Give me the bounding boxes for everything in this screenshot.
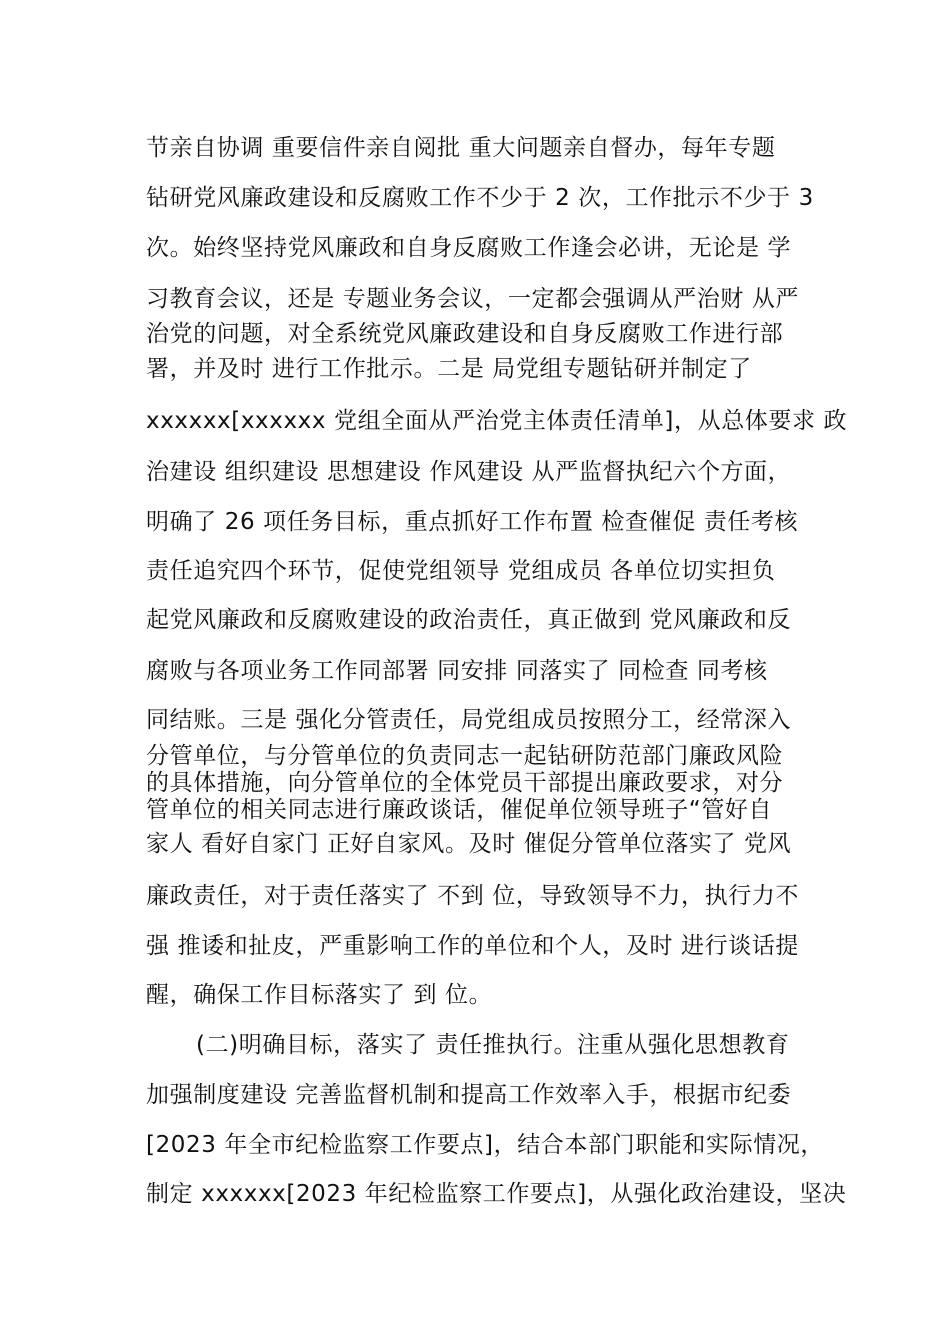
text-line-14: 分管单位，与分管单位的负责同志一起钻研防范部门廉政风险: [146, 743, 784, 769]
text-line-5: 治党的问题，对全系统党风廉政建设和自身反腐败工作进行部: [146, 321, 784, 347]
text-line-12: 腐败与各项业务工作同部署 同安排 同落实了 同检查 同考核: [146, 658, 768, 684]
text-line-20: 醒，确保工作目标落实了 到 位。: [146, 982, 493, 1008]
text-line-1: 节亲自协调 重要信件亲自阅批 重大问题亲自督办，每年专题: [146, 135, 776, 161]
text-line-7: xxxxxx[xxxxxx 党组全面从严治党主体责任清单]，从总体要求 政: [146, 408, 848, 434]
text-line-4: 习教育会议，还是 专题业务会议，一定都会强调从严治财 从严: [146, 286, 800, 312]
text-line-18: 廉政责任，对于责任落实了 不到 位，导致领导不力，执行力不: [146, 883, 800, 909]
text-line-17: 家人 看好自家门 正好自家风。及时 催促分管单位落实了 党风: [146, 831, 792, 857]
text-line-21: (二)明确目标，落实了 责任推执行。注重从强化思想教育: [196, 1032, 790, 1058]
text-line-11: 起党风廉政和反腐败建设的政治责任，真正做到 党风廉政和反: [146, 607, 792, 633]
text-line-19: 强 推诿和扯皮，严重影响工作的单位和个人，及时 进行谈话提: [146, 933, 800, 959]
text-line-3: 次。始终坚持党风廉政和自身反腐败工作逢会必讲，无论是 学: [146, 235, 792, 261]
text-line-10: 责任追究四个环节，促使党组领导 党组成员 各单位切实担负: [146, 558, 776, 584]
text-line-23: [2023 年全市纪检监察工作要点]，结合本部门职能和实际情况，: [146, 1132, 824, 1158]
text-line-13: 同结账。三是 强化分管责任，局党组成员按照分工，经常深入: [146, 707, 792, 733]
text-line-15: 的具体措施，向分管单位的全体党员干部提出廉政要求，对分: [146, 770, 784, 796]
text-line-24: 制定 xxxxxx[2023 年纪检监察工作要点]，从强化政治建设，坚决: [146, 1181, 847, 1207]
text-line-9: 明确了 26 项任务目标，重点抓好工作布置 检查催促 责任考核: [146, 509, 799, 535]
text-line-6: 署，并及时 进行工作批示。二是 局党组专题钻研并制定了: [146, 356, 752, 382]
text-line-16: 管单位的相关同志进行廉政谈话，催促单位领导班子“管好自: [146, 797, 773, 823]
text-line-2: 钻研党风廉政建设和反腐败工作不少于 2 次，工作批示不少于 3: [146, 185, 814, 211]
text-line-22: 加强制度建设 完善监督机制和提高工作效率入手，根据市纪委: [146, 1082, 792, 1108]
text-line-8: 治建设 组织建设 思想建设 作风建设 从严监督执纪六个方面，: [146, 459, 792, 485]
